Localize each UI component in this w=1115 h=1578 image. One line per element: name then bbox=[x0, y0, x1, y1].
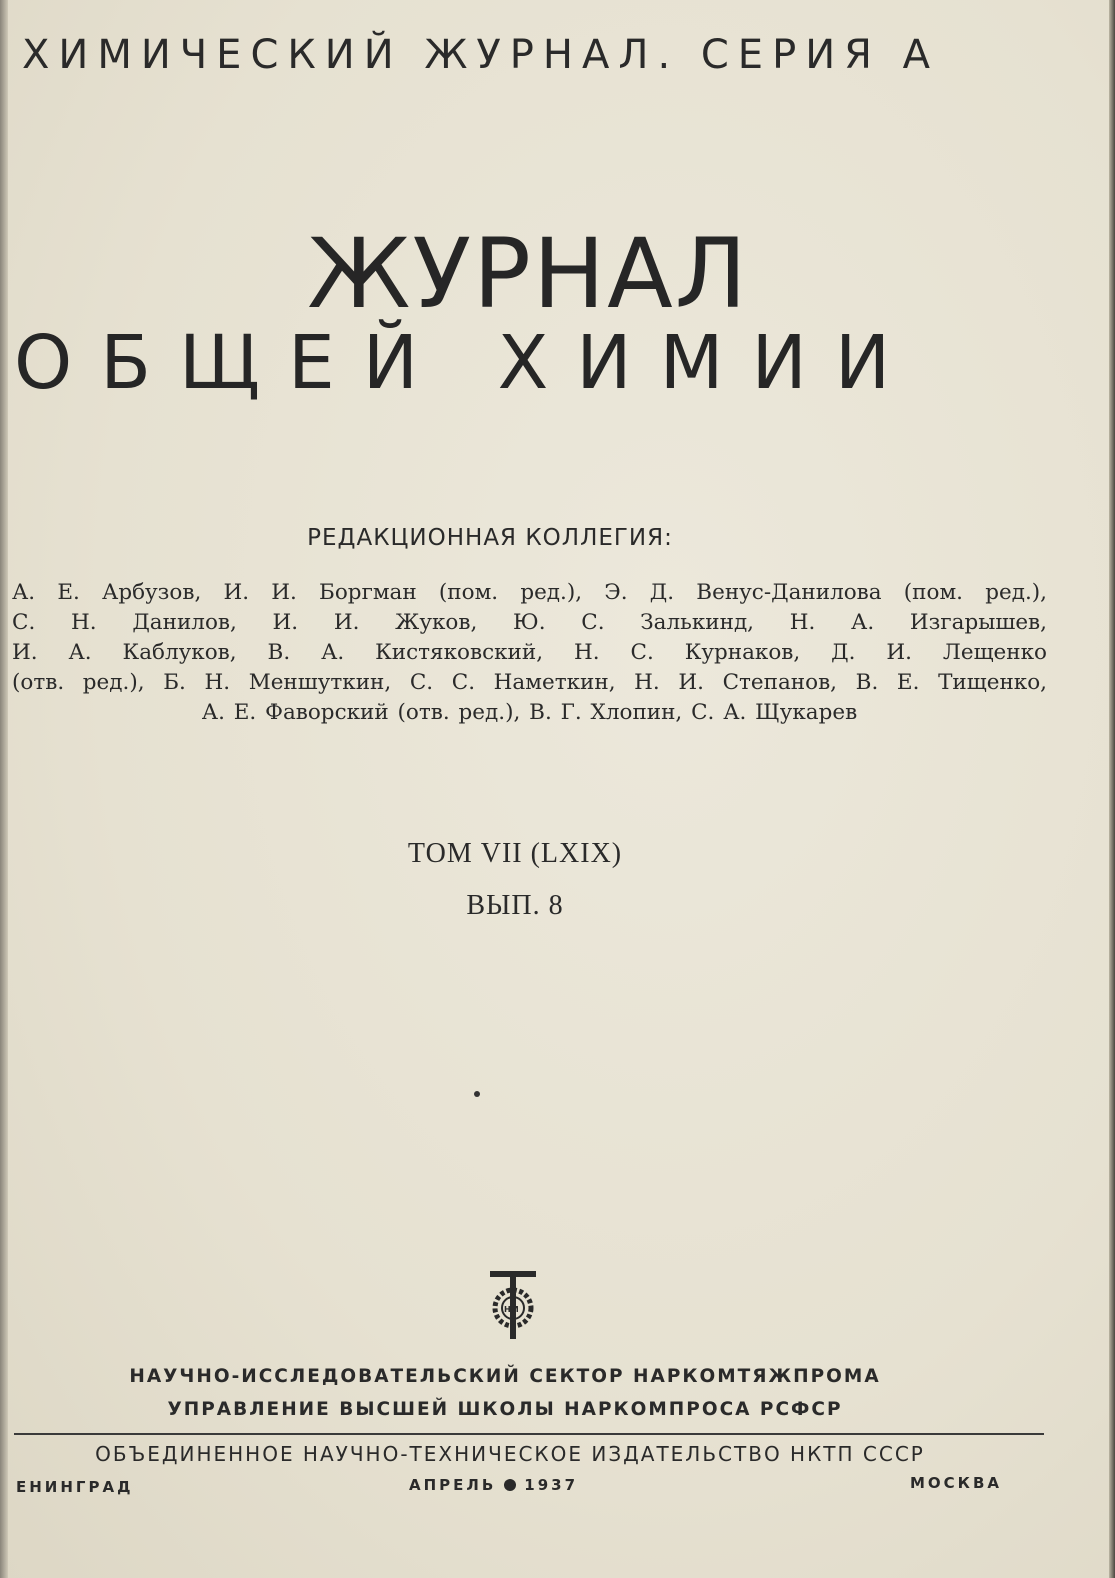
publisher-emblem-icon bbox=[484, 1268, 542, 1342]
publication-date bbox=[409, 1476, 578, 1494]
board-members-line: А. Е. Фаворский (отв. ред.), В. Г. Хлопин, С. А. Щукарев bbox=[201, 700, 858, 725]
city-leningrad: ЕНИНГРАД bbox=[16, 1478, 134, 1496]
board-members-line: А. Е. Арбузов, И. И. Боргман (пом. ред.), Э. Д. Венус-Данилова (пом. ред.), bbox=[12, 580, 1047, 605]
series-header: ХИМИЧЕСКИЙ ЖУРНАЛ. СЕРИЯ А bbox=[22, 32, 939, 78]
board-members-line: С. Н. Данилов, И. И. Жуков, Ю. С. Залькинд, Н. А. Изгарышев, bbox=[12, 610, 1047, 635]
board-members-line: (отв. ред.), Б. Н. Меншуткин, С. С. Наметкин, Н. И. Степанов, В. Е. Тищенко, bbox=[12, 670, 1047, 695]
publishing-house: ОБЪЕДИНЕННОЕ НАУЧНО-ТЕХНИЧЕСКОЕ ИЗДАТЕЛЬСТВО НКТП СССР bbox=[95, 1442, 925, 1466]
page-binding-edge bbox=[1109, 0, 1115, 1578]
ornament-dot bbox=[474, 1091, 480, 1097]
publication-month: АПРЕЛЬ bbox=[409, 1476, 497, 1494]
editorial-board-label: РЕДАКЦИОННАЯ КОЛЛЕГИЯ: bbox=[307, 525, 673, 551]
publication-year: 1937 bbox=[524, 1476, 579, 1494]
publisher-line-2: УПРАВЛЕНИЕ ВЫСШЕЙ ШКОЛЫ НАРКОМПРОСА РСФСР bbox=[167, 1399, 843, 1420]
footer-divider bbox=[14, 1433, 1044, 1435]
journal-title-line1: ЖУРНАЛ bbox=[307, 218, 749, 330]
date-separator-dot bbox=[504, 1479, 516, 1491]
journal-title-line2: ОБЩЕЙ ХИМИИ bbox=[14, 320, 919, 406]
issue-number: ВЫП. 8 bbox=[466, 890, 564, 921]
board-members-line: И. А. Каблуков, В. А. Кистяковский, Н. С. Курнаков, Д. И. Лещенко bbox=[12, 640, 1047, 665]
emblem-letters: НМ bbox=[504, 1305, 519, 1314]
city-moscow: МОСКВА bbox=[910, 1474, 1002, 1492]
editorial-board-members bbox=[12, 578, 1047, 728]
publisher-line-1: НАУЧНО-ИССЛЕДОВАТЕЛЬСКИЙ СЕКТОР НАРКОМТЯЖПРОМА bbox=[129, 1366, 881, 1387]
volume-number: ТОМ VII (LXIX) bbox=[407, 838, 623, 869]
